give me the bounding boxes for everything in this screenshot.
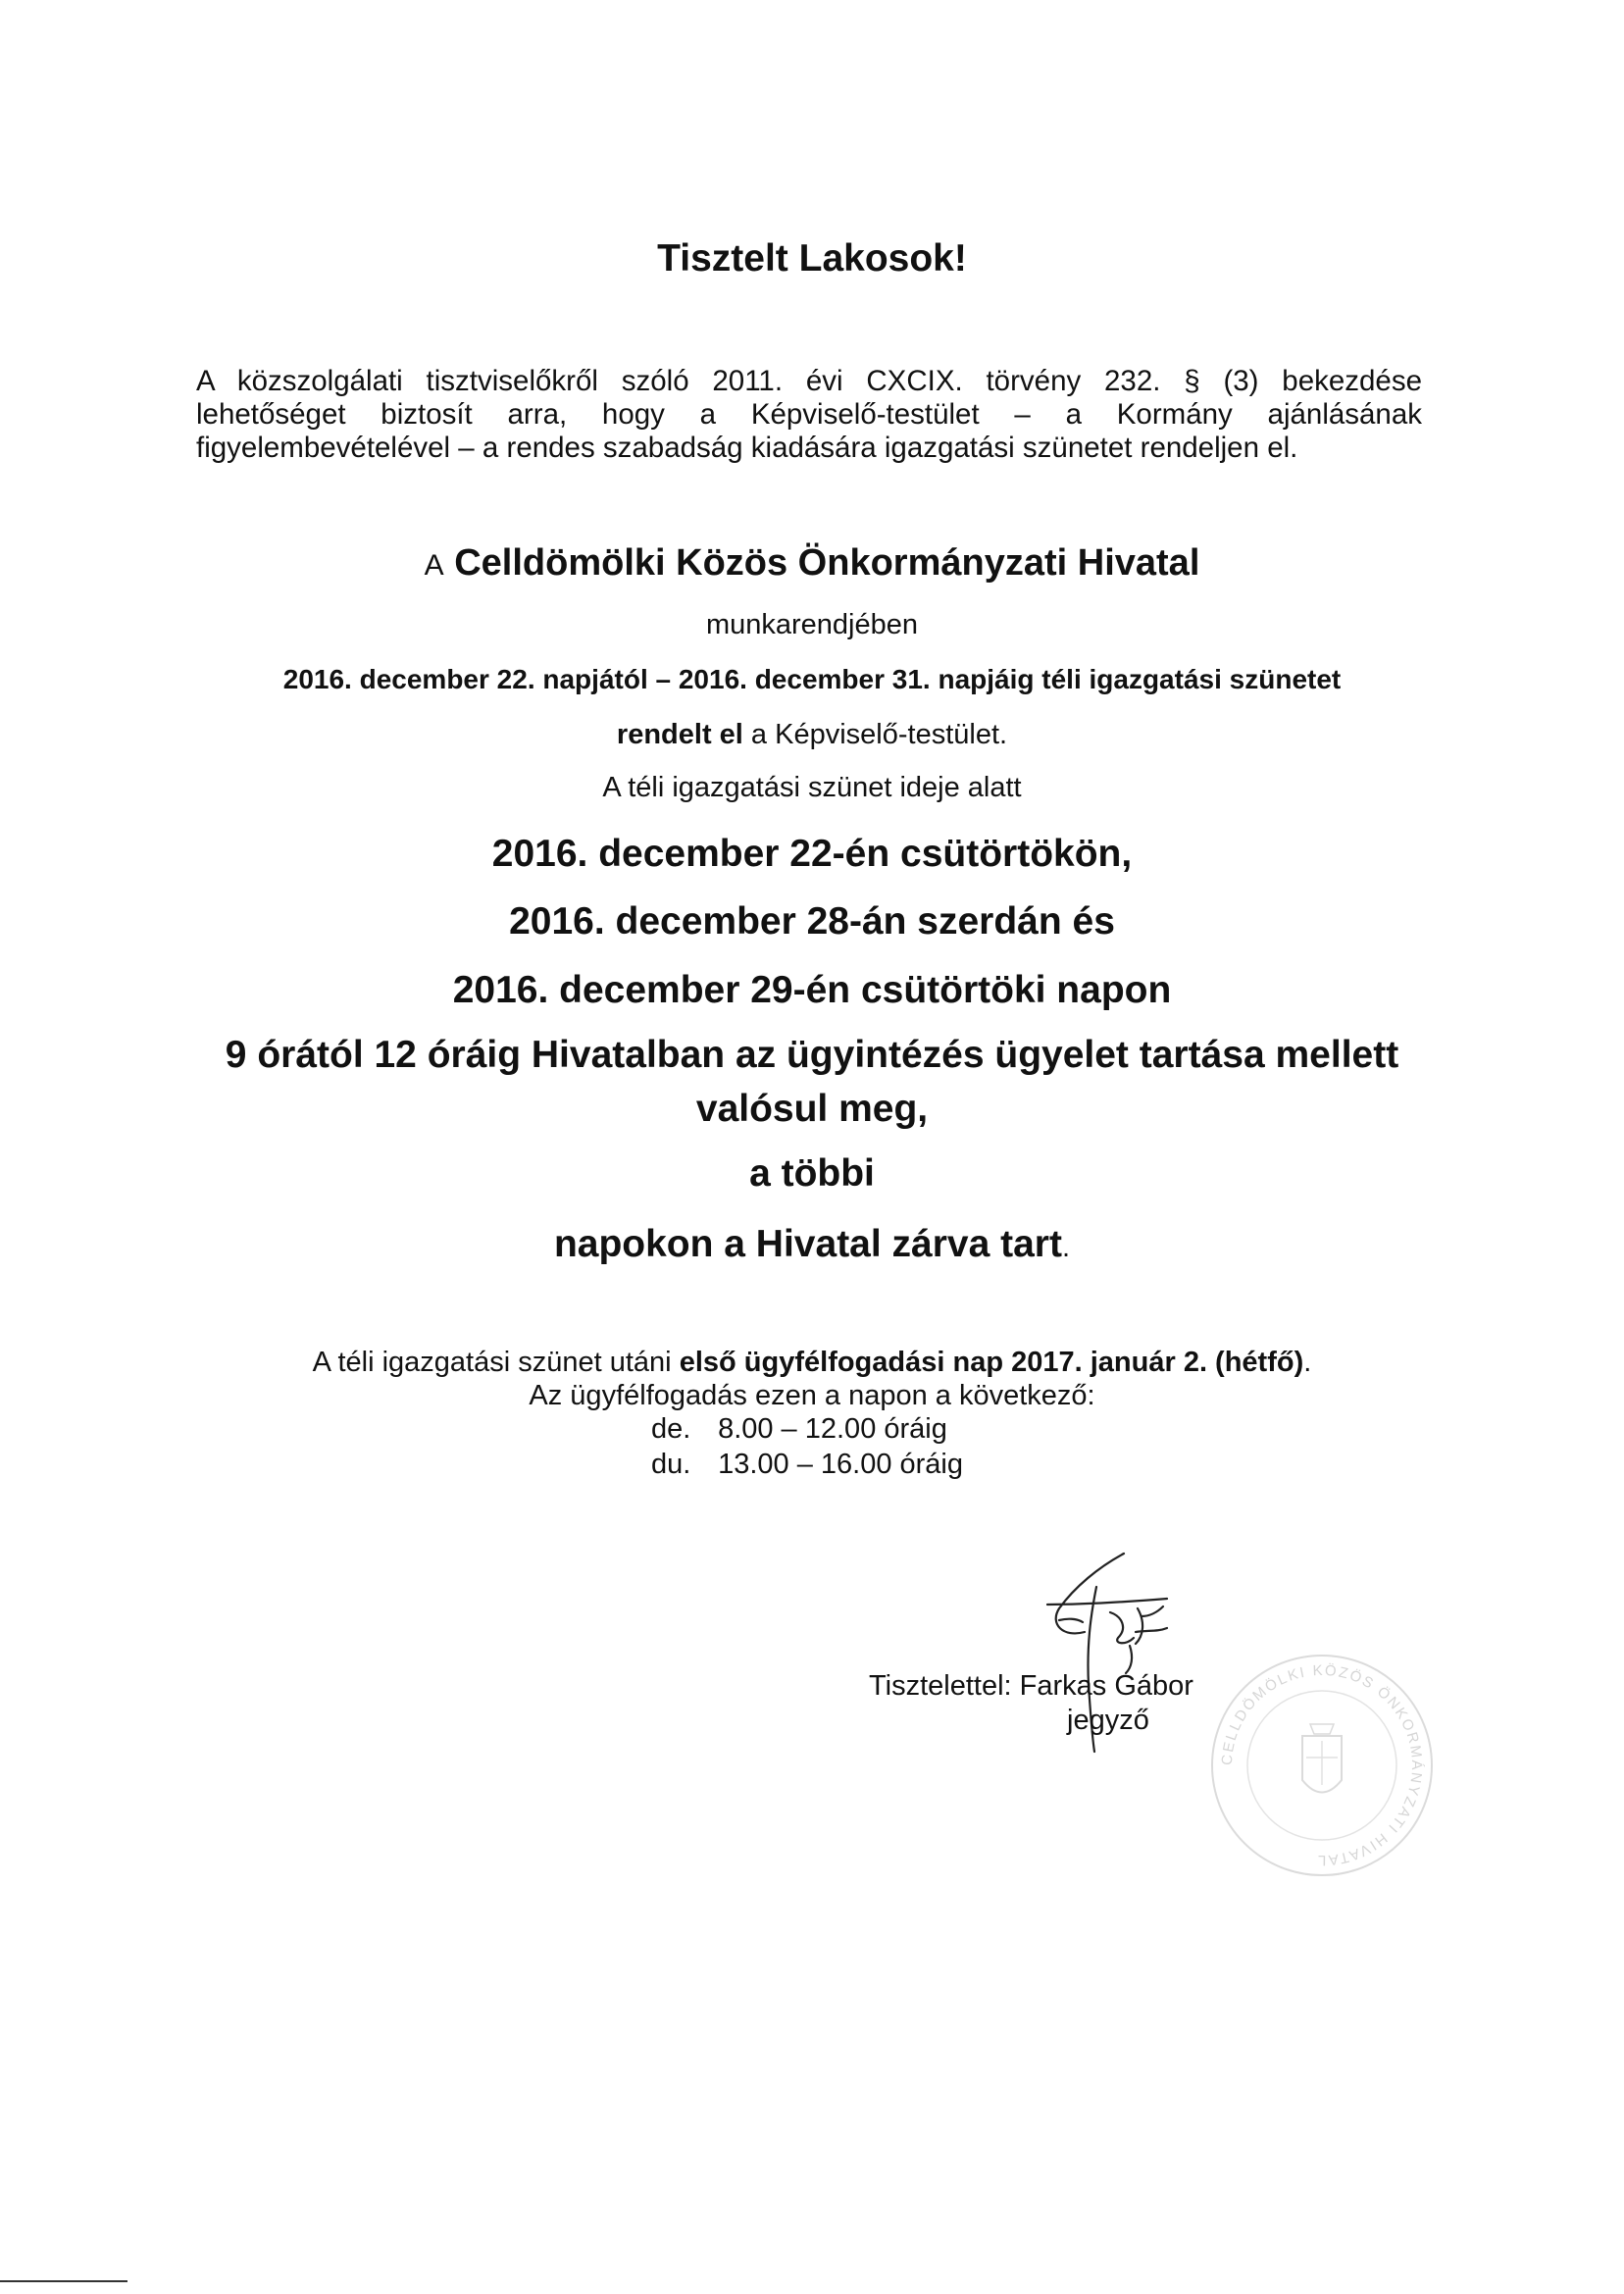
break-period: 2016. december 22. napjától – 2016. december 31. napjáig téli igazgatási szünetet xyxy=(282,664,1342,694)
seal-text: CELLDÖMÖLKI KÖZÖS ÖNKORMÁNYZATI HIVATAL xyxy=(1218,1661,1426,1869)
duty-day-1: 2016. december 22-én csütörtökön, xyxy=(491,833,1133,875)
duty-day-2: 2016. december 28-án szerdán és xyxy=(509,900,1115,943)
closing-line xyxy=(869,1670,1193,1703)
duty-hours-line-1: 9 órától 12 óráig Hivatalban az ügyintézés ügyelet tartása mellett xyxy=(225,1034,1399,1076)
ordered-rest: a Képviselő-testület. xyxy=(750,719,1008,750)
other-days-line-1: a többi xyxy=(749,1152,875,1195)
closed-line xyxy=(0,1223,1624,1266)
first-client-day-suffix: . xyxy=(1303,1347,1312,1378)
office-name: Celldömölki Közös Önkormányzati Hivatal xyxy=(454,542,1200,584)
footer-divider xyxy=(0,2280,127,2282)
client-hours-intro: Az ügyfélfogadás ezen a napon a következő: xyxy=(529,1380,1095,1411)
during-break-text: A téli igazgatási szünet ideje alatt xyxy=(602,772,1022,803)
schedule-morning xyxy=(651,1413,947,1446)
page-title: Tisztelt Lakosok! xyxy=(657,237,967,280)
morning-hours: 8.00 – 12.00 óráig xyxy=(718,1413,947,1445)
afternoon-label: du. xyxy=(651,1449,691,1480)
first-client-day-date: első ügyfélfogadási nap 2017. január 2. (hétfő) xyxy=(679,1347,1304,1378)
duty-day-3: 2016. december 29-én csütörtöki napon xyxy=(452,969,1172,1011)
closed-text: napokon a Hivatal zárva tart xyxy=(553,1223,1062,1265)
official-seal-icon xyxy=(1204,1648,1440,1883)
signer-name: Farkas Gábor xyxy=(1019,1670,1193,1702)
duty-hours-line-2: valósul meg, xyxy=(695,1088,929,1130)
office-heading xyxy=(0,542,1624,585)
first-client-day xyxy=(0,1347,1624,1379)
intro-line-2: lehetőséget biztosít arra, hogy a Képviselő-testület – a Kormány ajánlásának xyxy=(196,398,1422,431)
office-prefix: A xyxy=(424,549,444,582)
work-schedule-text: munkarendjében xyxy=(705,609,919,640)
afternoon-hours: 13.00 – 16.00 óráig xyxy=(718,1449,963,1480)
intro-line-1: A közszolgálati tisztviselőkről szóló 2011. évi CXCIX. törvény 232. § (3) bekezdése xyxy=(196,365,1422,397)
ordered-line xyxy=(0,719,1624,751)
intro-paragraph xyxy=(196,365,1422,465)
closed-period: . xyxy=(1061,1232,1071,1263)
closing-salutation: Tisztelettel: xyxy=(869,1670,1012,1702)
schedule-afternoon xyxy=(651,1449,963,1481)
morning-label: de. xyxy=(651,1413,691,1445)
first-client-day-prefix: A téli igazgatási szünet utáni xyxy=(312,1347,672,1378)
ordered-bold: rendelt el xyxy=(616,719,743,750)
intro-line-3: figyelembevételével – a rendes szabadság kiadására igazgatási szünetet rendeljen el. xyxy=(196,432,1298,464)
signer-role: jegyző xyxy=(1067,1705,1149,1736)
